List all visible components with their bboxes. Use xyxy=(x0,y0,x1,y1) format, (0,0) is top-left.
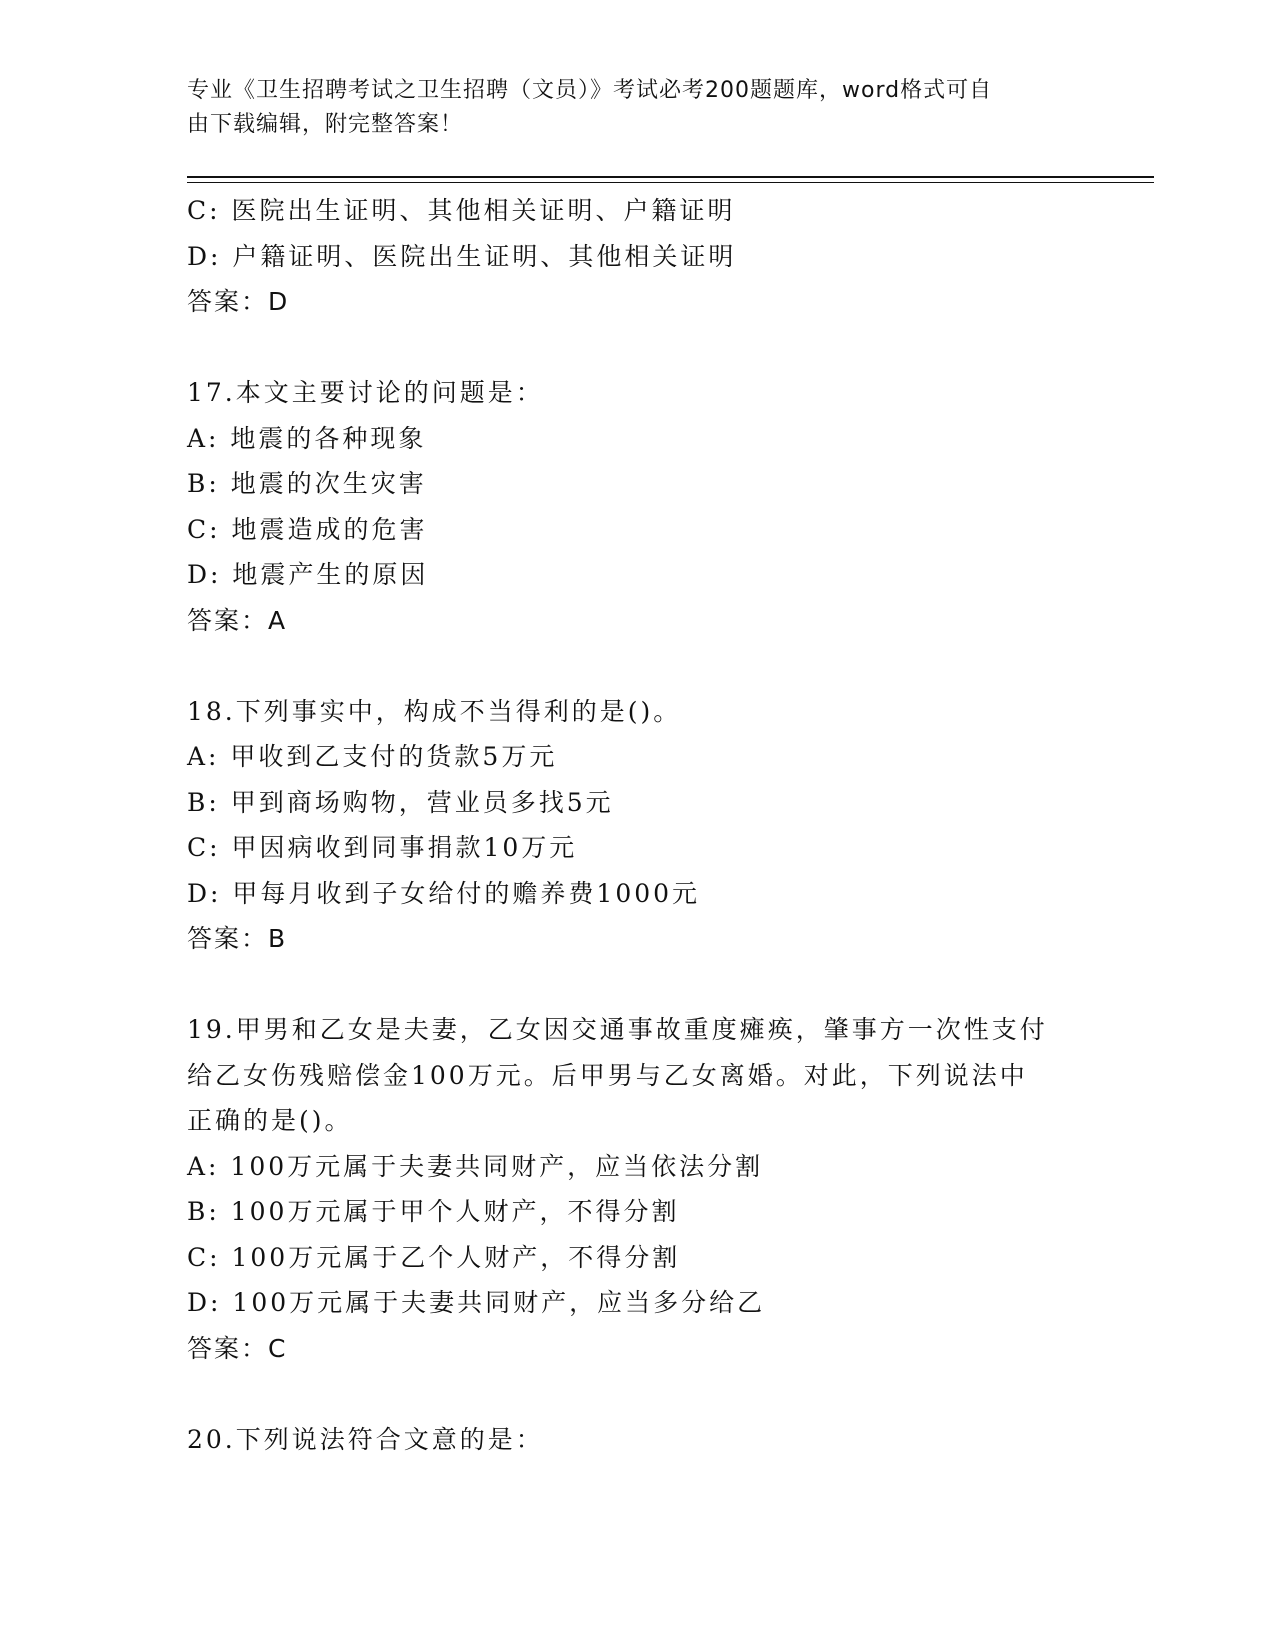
option-b: B: 甲到商场购物，营业员多找5元 xyxy=(187,787,614,817)
option-c: C: 甲因病收到同事捐款10万元 xyxy=(187,833,578,862)
question-text-line-1: 19.甲男和乙女是夫妻，乙女因交通事故重度瘫痪，肇事方一次性支付 xyxy=(187,1015,1048,1044)
document-header xyxy=(187,74,1067,142)
spacer xyxy=(187,1371,1087,1417)
question-list xyxy=(187,188,1087,1462)
option-d: D: 甲每月收到子女给付的赡养费1000元 xyxy=(187,878,701,908)
question-text: 17.本文主要讨论的问题是： xyxy=(187,378,544,407)
option-d: D: 地震产生的原因 xyxy=(187,560,429,589)
option-a: A: 100万元属于夫妻共同财产，应当依法分割 xyxy=(187,1151,764,1181)
header-line-1: 专业《卫生招聘考试之卫生招聘（文员）》考试必考200题题库，word格式可自 xyxy=(187,78,993,103)
question-block-20 xyxy=(187,1417,1087,1463)
option-d: D: 100万元属于夫妻共同财产，应当多分给乙 xyxy=(187,1288,766,1317)
spacer xyxy=(187,325,1087,371)
question-text-line-3: 正确的是()。 xyxy=(187,1106,353,1135)
header-divider-thin xyxy=(187,182,1154,183)
spacer xyxy=(187,962,1087,1008)
question-text: 20.下列说法符合文意的是： xyxy=(187,1424,544,1454)
question-text-line-2: 给乙女伤残赔偿金100万元。后甲男与乙女离婚。对此，下列说法中 xyxy=(187,1060,1028,1090)
question-block-18 xyxy=(187,689,1087,962)
option-a: A: 甲收到乙支付的货款5万元 xyxy=(187,742,558,771)
answer: 答案：B xyxy=(187,924,288,953)
question-block-16 xyxy=(187,188,1087,325)
question-block-19 xyxy=(187,1007,1087,1371)
option-a: A: 地震的各种现象 xyxy=(187,423,427,453)
option-b: B: 100万元属于甲个人财产，不得分割 xyxy=(187,1197,680,1226)
answer: 答案：D xyxy=(187,287,290,316)
option-b: B: 地震的次生灾害 xyxy=(187,469,427,498)
spacer xyxy=(187,643,1087,689)
header-divider-thick xyxy=(187,176,1154,178)
header-line-2: 由下载编辑，附完整答案！ xyxy=(187,112,464,137)
option-c: C: 100万元属于乙个人财产，不得分割 xyxy=(187,1242,681,1272)
question-text: 18.下列事实中，构成不当得利的是()。 xyxy=(187,696,682,726)
option-d: D: 户籍证明、医院出生证明、其他相关证明 xyxy=(187,241,737,271)
option-c: C: 地震造成的危害 xyxy=(187,514,428,544)
option-c: C: 医院出生证明、其他相关证明、户籍证明 xyxy=(187,196,736,225)
answer: 答案：A xyxy=(187,605,288,635)
answer: 答案：C xyxy=(187,1333,288,1363)
question-block-17 xyxy=(187,370,1087,643)
